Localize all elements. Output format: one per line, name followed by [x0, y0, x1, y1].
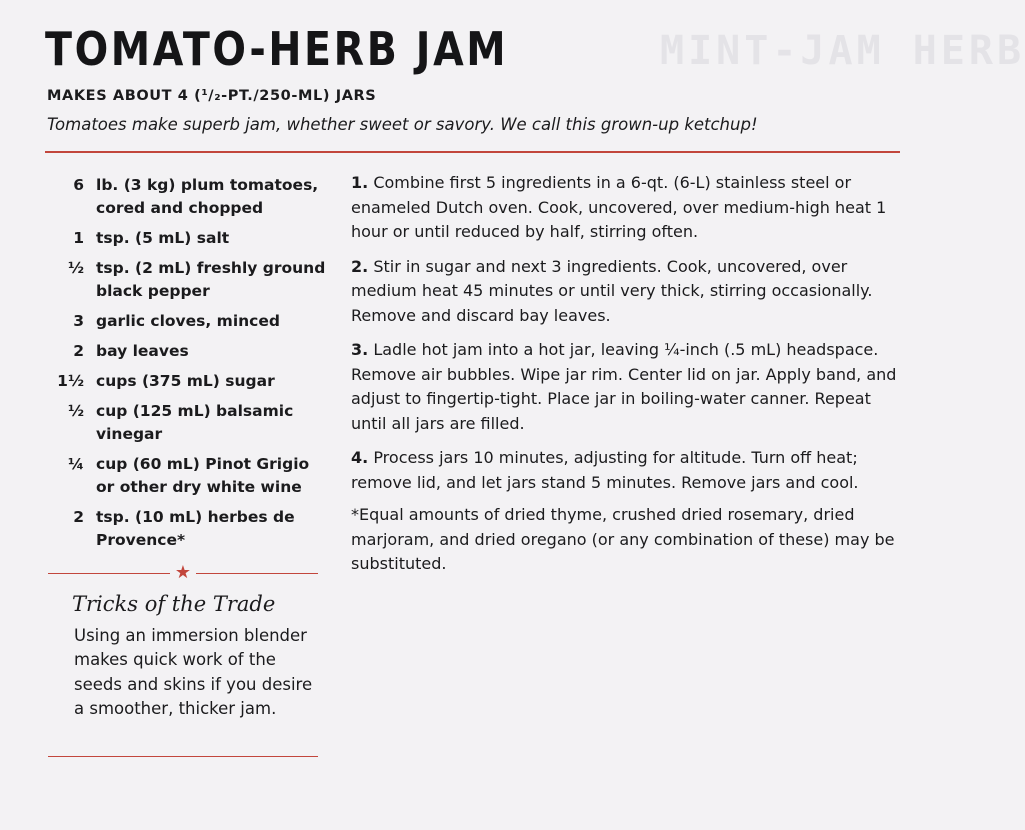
- tricks-bottom-rule: [48, 756, 318, 757]
- ingredient-item: [40, 370, 330, 393]
- ingredient-qty: 2: [73, 342, 84, 360]
- step-number: 2.: [351, 256, 369, 276]
- ingredient-item: [40, 506, 330, 552]
- ingredient-item: [40, 310, 330, 333]
- instruction-step: [351, 171, 911, 245]
- ingredient-text: garlic cloves, minced: [96, 312, 280, 330]
- ingredient-text: lb. (3 kg) plum tomatoes, cored and chopped: [96, 176, 319, 217]
- step-number: 1.: [351, 173, 369, 192]
- ingredient-text: cups (375 mL) sugar: [96, 372, 275, 390]
- step-text: Process jars 10 minutes, adjusting for altitude. Turn off heat; remove lid, and let jars stand 5 minutes. Remove jars and cool.: [351, 448, 859, 492]
- recipe-intro: Tomatoes make superb jam, whether sweet or savory. We call this grown-up ketchup!: [47, 115, 758, 134]
- ingredient-qty: 2: [73, 508, 84, 526]
- step-text: Ladle hot jam into a hot jar, leaving ¼-inch (.5 mL) headspace. Remove air bubbles. Wipe jar rim. Center lid on jar. Apply band, and adjust to fingertip-tight. Place jar in boiling-water canner. Repeat until all jars are filled.: [351, 340, 897, 433]
- instruction-steps: [351, 171, 911, 505]
- ingredient-qty: ½: [67, 402, 84, 420]
- recipe-yield: MAKES ABOUT 4 (¹/₂-PT./250-ML) JARS: [47, 88, 377, 104]
- ingredient-text: cup (60 mL) Pinot Grigio or other dry white wine: [96, 455, 310, 496]
- ingredient-item: [40, 227, 330, 250]
- ingredient-qty: 1: [73, 229, 84, 247]
- ingredient-text: cup (125 mL) balsamic vinegar: [96, 402, 294, 443]
- ingredient-text: bay leaves: [96, 342, 189, 360]
- ingredient-item: [40, 453, 330, 499]
- show-through-text: MINT-JAM HERB: [660, 28, 1025, 74]
- step-number: 4.: [351, 448, 369, 467]
- ingredient-item: [40, 174, 330, 220]
- ingredient-text: tsp. (5 mL) salt: [96, 229, 230, 247]
- ingredient-item: [40, 400, 330, 446]
- ingredient-qty: ¼: [67, 455, 84, 473]
- instruction-step: [351, 338, 911, 436]
- ingredient-qty: 6: [73, 176, 84, 194]
- step-number: 3.: [351, 340, 369, 359]
- star-icon: ★: [174, 562, 192, 583]
- instruction-step: [351, 255, 911, 329]
- recipe-title: TOMATO-HERB JAM: [45, 22, 509, 76]
- header-rule: [45, 151, 900, 153]
- divider-line-right: [196, 573, 318, 574]
- footnote: *Equal amounts of dried thyme, crushed dried rosemary, dried marjoram, and dried oregano (or any combination of these) may be substituted.: [351, 505, 895, 573]
- instruction-step: [351, 446, 911, 495]
- step-text: Stir in sugar and next 3 ingredients. Cook, uncovered, over medium heat 45 minutes or until very thick, stirring occasionally. Remove and discard bay leaves.: [351, 256, 873, 325]
- ingredient-text: tsp. (10 mL) herbes de Provence*: [96, 508, 295, 549]
- ingredient-item: [40, 340, 330, 363]
- ingredient-qty: ½: [67, 259, 84, 277]
- ingredient-list: [40, 174, 330, 559]
- tricks-title: Tricks of the Trade: [72, 592, 276, 616]
- tricks-body: Using an immersion blender makes quick work of the seeds and skins if you desire a smoother, thicker jam.: [74, 626, 313, 719]
- ingredient-qty: 1½: [57, 372, 84, 390]
- divider-line-left: [48, 573, 170, 574]
- ingredient-text: tsp. (2 mL) freshly ground black pepper: [96, 259, 326, 300]
- step-text: Combine first 5 ingredients in a 6-qt. (6-L) stainless steel or enameled Dutch oven. Cook, uncovered, over medium-high heat 1 hour or until reduced by half, stirring often.: [351, 173, 887, 241]
- ingredient-qty: 3: [73, 312, 84, 330]
- ingredient-item: [40, 257, 330, 303]
- tricks-divider: [48, 562, 318, 583]
